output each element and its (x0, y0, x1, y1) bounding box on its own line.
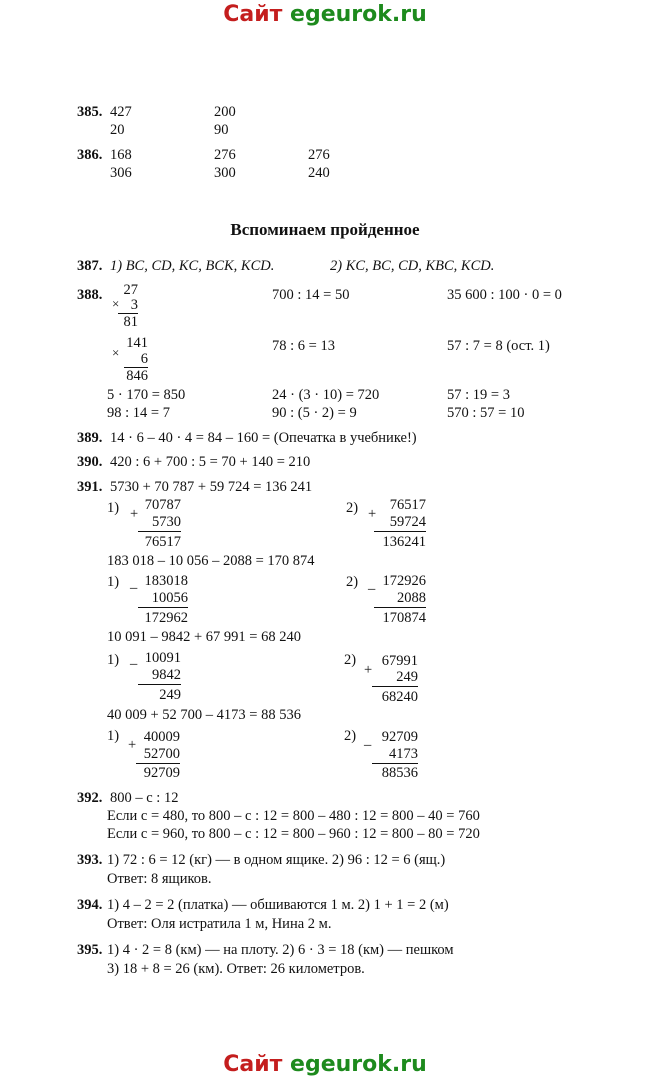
answer-text: Если c = 480, то 800 – c : 12 = 800 – 480 : 12 = 800 – 40 = 760 (107, 808, 480, 824)
equation: 78 : 6 = 13 (272, 338, 335, 354)
column-operand: 59724 (374, 514, 426, 532)
equation: 57 : 7 = 8 (ост. 1) (447, 338, 550, 354)
column-result: 92709 (143, 765, 180, 781)
site-domain: egeurok.ru (290, 2, 427, 27)
column-operator: + (128, 737, 137, 753)
equation: 570 : 57 = 10 (447, 405, 525, 421)
equation: 5 · 170 = 850 (107, 387, 186, 403)
answer-value: 168 (110, 147, 132, 163)
equation: 5730 + 70 787 + 59 724 = 136 241 (110, 479, 313, 495)
column-operand: 172926 (382, 573, 426, 589)
answer-text: Ответ: Оля истратила 1 м, Нина 2 м. (107, 916, 332, 932)
step-label: 1) (107, 728, 120, 744)
problem-number: 393. (77, 852, 103, 868)
site-domain: egeurok.ru (290, 1052, 427, 1077)
answer-text: 3) 18 + 8 = 26 (км). Ответ: 26 километров. (107, 961, 365, 977)
column-operand: 4173 (372, 746, 418, 764)
equation: 35 600 : 100 · 0 = 0 (447, 287, 562, 303)
site-label: Сайт (223, 1052, 291, 1077)
problem-number: 387. (77, 258, 103, 274)
section-heading: Вспоминаем пройденное (230, 220, 420, 239)
problem-number: 386. (77, 147, 103, 163)
answer-value: 427 (110, 104, 132, 120)
column-operator: – (368, 581, 376, 597)
answer-text: 1) BC, CD, KC, BCK, KCD. (110, 258, 275, 274)
site-footer (0, 1052, 650, 1077)
answer-text: Ответ: 8 ящиков. (107, 871, 212, 887)
column-operand: 6 (124, 351, 148, 368)
column-operand: 70787 (144, 497, 181, 513)
step-label: 2) (346, 500, 359, 516)
problem-number: 385. (77, 104, 103, 120)
column-result: 136241 (382, 534, 426, 550)
answer-text: Если c = 960, то 800 – c : 12 = 800 – 960 : 12 = 800 – 80 = 720 (107, 826, 480, 842)
step-label: 2) (346, 574, 359, 590)
column-operand: 3 (118, 297, 138, 314)
step-label: 2) (344, 728, 357, 744)
column-operand: 40009 (143, 729, 180, 745)
problem-number: 391. (77, 479, 103, 495)
column-operand: 5730 (138, 514, 181, 532)
answer-text: 1) 72 : 6 = 12 (кг) — в одном ящике. 2) 96 : 12 = 6 (ящ.) (107, 852, 446, 868)
problem-number: 395. (77, 942, 103, 958)
column-operator: + (130, 506, 139, 522)
problem-number: 394. (77, 897, 103, 913)
column-operand: 141 (126, 335, 148, 351)
column-result: 76517 (144, 534, 181, 550)
column-operand: 76517 (389, 497, 426, 513)
column-operator: × (112, 345, 120, 360)
column-operand: 183018 (144, 573, 188, 589)
problem-number: 390. (77, 454, 103, 470)
column-operator: – (364, 737, 372, 753)
column-result: 249 (159, 687, 181, 703)
answer-text: 14 · 6 – 40 · 4 = 84 – 160 = (Опечатка в учебнике!) (110, 430, 417, 446)
answer-value: 300 (214, 165, 236, 181)
answer-value: 276 (308, 147, 330, 163)
equation: 183 018 – 10 056 – 2088 = 170 874 (107, 553, 315, 569)
answer-text: 800 – c : 12 (110, 790, 179, 806)
equation: 700 : 14 = 50 (272, 287, 350, 303)
column-result: 170874 (382, 610, 426, 626)
column-operand: 27 (123, 282, 138, 298)
problem-number: 392. (77, 790, 103, 806)
equation: 40 009 + 52 700 – 4173 = 88 536 (107, 707, 301, 723)
column-operator: – (130, 656, 138, 672)
column-result: 68240 (381, 689, 418, 705)
site-header (0, 2, 650, 27)
column-operand: 9842 (138, 667, 181, 685)
answer-value: 240 (308, 165, 330, 181)
column-operand: 92709 (381, 729, 418, 745)
column-operator: – (130, 580, 138, 596)
problem-number: 389. (77, 430, 103, 446)
answer-value: 306 (110, 165, 132, 181)
column-operator: × (112, 296, 120, 311)
equation: 98 : 14 = 7 (107, 405, 170, 421)
column-operand: 10091 (144, 650, 181, 666)
equation: 57 : 19 = 3 (447, 387, 510, 403)
equation: 90 : (5 · 2) = 9 (272, 405, 357, 421)
column-result: 172962 (144, 610, 188, 626)
equation: 24 · (3 · 10) = 720 (272, 387, 380, 403)
answer-text: 420 : 6 + 700 : 5 = 70 + 140 = 210 (110, 454, 311, 470)
answer-value: 90 (214, 122, 229, 138)
column-operand: 52700 (136, 746, 180, 764)
column-operand: 10056 (138, 590, 188, 608)
answer-text: 1) 4 – 2 = 2 (платка) — обшиваются 1 м. 2) 1 + 1 = 2 (м) (107, 897, 449, 913)
step-label: 2) (344, 652, 357, 668)
answer-value: 200 (214, 104, 236, 120)
column-result: 81 (123, 314, 138, 330)
column-result: 846 (126, 368, 148, 384)
column-operand: 2088 (374, 590, 426, 608)
answer-value: 20 (110, 122, 125, 138)
equation: 10 091 – 9842 + 67 991 = 68 240 (107, 629, 301, 645)
column-operator: + (368, 506, 377, 522)
column-operand: 249 (372, 669, 418, 687)
answer-text: 1) 4 · 2 = 8 (км) — на плоту. 2) 6 · 3 = 18 (км) — пешком (107, 942, 454, 958)
column-operand: 67991 (381, 653, 418, 669)
answer-value: 276 (214, 147, 236, 163)
step-label: 1) (107, 500, 120, 516)
answer-text: 2) KC, BC, CD, KBC, KCD. (330, 258, 495, 274)
problem-number: 388. (77, 287, 103, 303)
step-label: 1) (107, 652, 120, 668)
column-result: 88536 (381, 765, 418, 781)
step-label: 1) (107, 574, 120, 590)
site-label: Сайт (223, 2, 291, 27)
column-operator: + (364, 662, 373, 678)
